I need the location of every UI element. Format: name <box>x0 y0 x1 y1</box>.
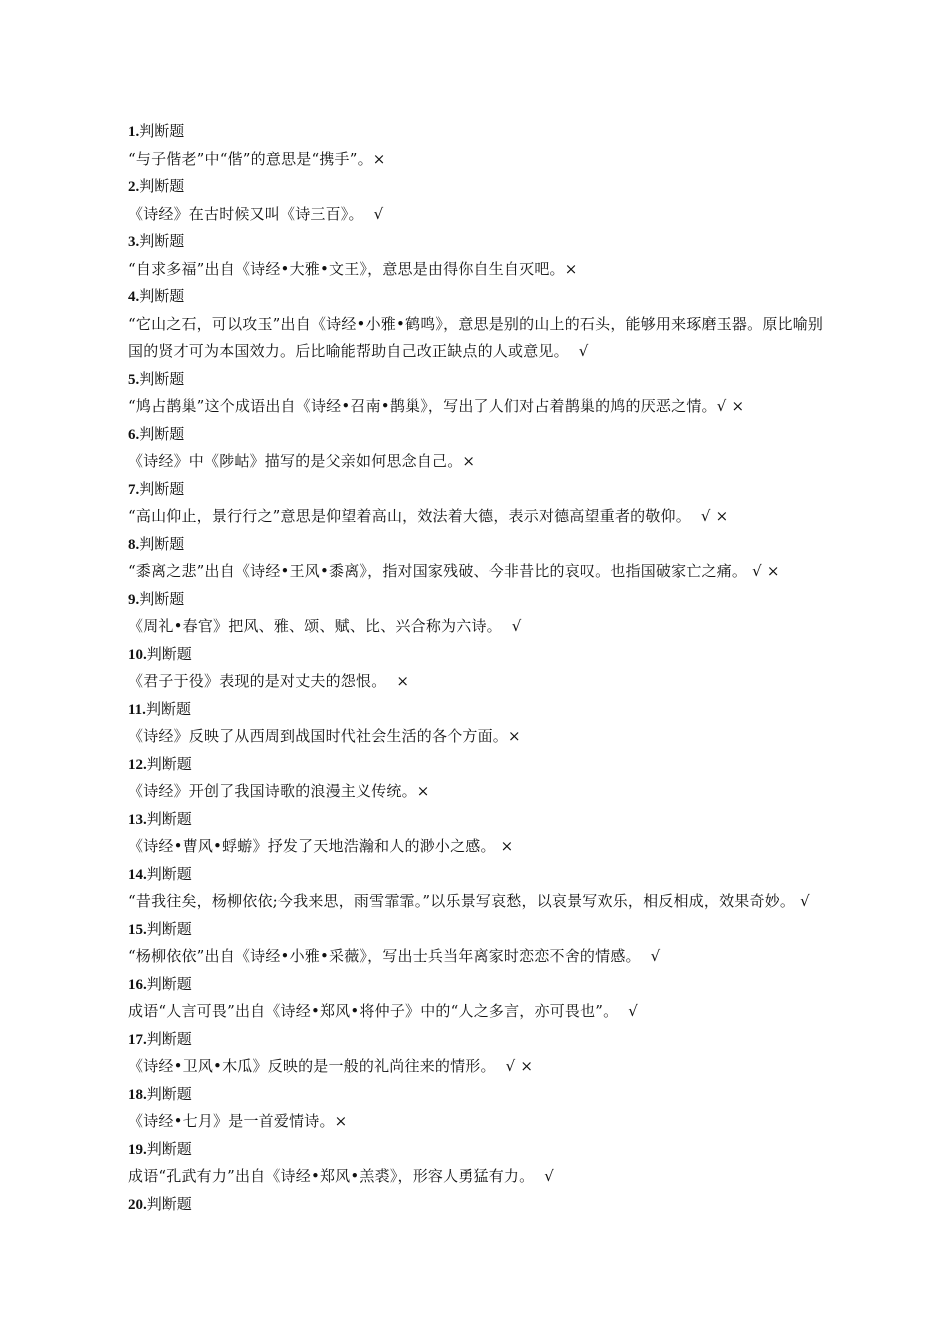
question-header <box>128 916 828 944</box>
question-header <box>128 366 828 394</box>
question-number: 13. <box>128 811 147 828</box>
question-text: “杨柳依依”出自《诗经•小雅•采薇》，写出士兵当年离家时恋恋不舍的情感。 √ <box>128 947 661 965</box>
question-item <box>128 971 828 1026</box>
question-type: 判断题 <box>139 177 185 195</box>
question-number: 12. <box>128 756 147 773</box>
question-item <box>128 586 828 641</box>
question-item <box>128 173 828 228</box>
question-header <box>128 1081 828 1109</box>
question-text: 《诗经》开创了我国诗歌的浪漫主义传统。× <box>128 782 430 800</box>
question-text: “昔我往矣，杨柳依依;今我来思，雨雪霏霏。”以乐景写哀愁，以哀景写欢乐，相反相成，效果奇妙。 √ <box>128 892 810 910</box>
question-header <box>128 751 828 779</box>
question-type: 判断题 <box>139 287 185 305</box>
question-header <box>128 806 828 834</box>
question-item <box>128 806 828 861</box>
question-type: 判断题 <box>145 699 191 718</box>
question-text: 《诗经•七月》是一首爱情诗。× <box>128 1112 348 1130</box>
question-number: 10. <box>128 646 147 663</box>
question-header <box>128 228 828 256</box>
question-list <box>128 118 828 1218</box>
question-header <box>128 1136 828 1164</box>
question-text: 《诗经•卫风•木瓜》反映的是一般的礼尚往来的情形。 √ × <box>128 1057 534 1075</box>
question-type: 判断题 <box>146 809 192 828</box>
question-text: 成语“人言可畏”出自《诗经•郑风•将仲子》中的“人之多言，亦可畏也”。 √ <box>128 1002 639 1020</box>
question-item <box>128 118 828 173</box>
question-type: 判断题 <box>139 369 185 388</box>
question-item <box>128 916 828 971</box>
question-number: 19. <box>128 1141 147 1158</box>
question-header <box>128 641 828 669</box>
question-item <box>128 641 828 696</box>
question-item <box>128 1081 828 1136</box>
question-text: 《诗经•曹风•蜉蝣》抒发了天地浩瀚和人的渺小之感。 × <box>128 837 514 855</box>
question-type: 判断题 <box>139 232 185 250</box>
question-text: 《君子于役》表现的是对丈夫的怨恨。 × <box>128 672 410 690</box>
question-type: 判断题 <box>146 919 192 938</box>
question-text: 《诗经》反映了从西周到战国时代社会生活的各个方面。× <box>128 727 521 745</box>
question-type: 判断题 <box>146 1084 192 1103</box>
question-text: “它山之石，可以攻玉”出自《诗经•小雅•鹤鸣》，意思是别的山上的石头，能够用来琢磨玉器。原比喻别国的贤才可为本国效力。后比喻能帮助自己改正缺点的人或意见。 √ <box>128 314 824 360</box>
question-text: 《诗经》中《陟岵》描写的是父亲如何思念自己。× <box>128 452 476 470</box>
question-header <box>128 1026 828 1054</box>
question-header <box>128 586 828 614</box>
question-type: 判断题 <box>139 534 185 553</box>
question-number: 5. <box>128 371 140 388</box>
question-item <box>128 366 828 421</box>
question-item <box>128 228 828 283</box>
question-number: 15. <box>128 921 147 938</box>
question-header <box>128 531 828 559</box>
question-text: “鸠占鹊巢”这个成语出自《诗经•召南•鹊巢》，写出了人们对占着鹊巢的鸠的厌恶之情。√ × <box>128 397 745 415</box>
question-header <box>128 696 828 724</box>
question-text: “高山仰止，景行行之”意思是仰望着高山，效法着大德，表示对德高望重者的敬仰。 √ × <box>128 507 729 525</box>
question-item <box>128 696 828 751</box>
question-type: 判断题 <box>146 1029 192 1048</box>
question-number: 8. <box>128 536 140 553</box>
question-number: 16. <box>128 976 147 993</box>
question-number: 11. <box>128 701 146 718</box>
question-item <box>128 283 828 366</box>
question-type: 判断题 <box>139 424 185 443</box>
question-header <box>128 476 828 504</box>
question-type: 判断题 <box>139 122 185 140</box>
question-number: 14. <box>128 866 147 883</box>
question-number: 7. <box>128 481 140 498</box>
question-text: “黍离之悲”出自《诗经•王风•黍离》，指对国家残破、今非昔比的哀叹。也指国破家亡之痛。 √ × <box>128 562 780 580</box>
question-header <box>128 861 828 889</box>
question-type: 判断题 <box>146 1139 192 1158</box>
question-number: 2. <box>128 179 140 195</box>
question-number: 17. <box>128 1031 147 1048</box>
question-type: 判断题 <box>139 589 185 608</box>
question-text: 成语“孔武有力”出自《诗经•郑风•羔裘》，形容人勇猛有力。 √ <box>128 1167 555 1185</box>
question-number: 9. <box>128 591 140 608</box>
question-type: 判断题 <box>146 1194 192 1213</box>
question-type: 判断题 <box>146 974 192 993</box>
question-item <box>128 476 828 531</box>
question-header <box>128 971 828 999</box>
question-type: 判断题 <box>146 864 192 883</box>
question-item <box>128 751 828 806</box>
question-header <box>128 421 828 449</box>
question-item <box>128 1026 828 1081</box>
question-type: 判断题 <box>139 479 185 498</box>
question-number: 4. <box>128 289 140 305</box>
question-number: 18. <box>128 1086 147 1103</box>
question-text: “与子偕老”中“偕”的意思是“携手”。× <box>128 149 386 168</box>
question-type: 判断题 <box>146 754 192 773</box>
question-text: 《周礼•春官》把风、雅、颂、赋、比、兴合称为六诗。 √ <box>128 617 522 635</box>
question-header <box>128 1191 828 1219</box>
question-header <box>128 173 828 201</box>
question-item <box>128 1191 828 1219</box>
question-item <box>128 421 828 476</box>
question-item <box>128 531 828 586</box>
question-type: 判断题 <box>146 644 192 663</box>
question-text: 《诗经》在古时候又叫《诗三百》。 √ <box>128 204 384 223</box>
question-item <box>128 1136 828 1191</box>
question-header <box>128 283 828 311</box>
question-number: 20. <box>128 1196 147 1213</box>
question-number: 1. <box>128 124 140 140</box>
question-header <box>128 118 828 146</box>
question-number: 3. <box>128 234 140 250</box>
question-number: 6. <box>128 426 140 443</box>
question-text: “自求多福”出自《诗经•大雅•文王》，意思是由得你自生自灭吧。× <box>128 259 578 278</box>
question-item <box>128 861 828 916</box>
